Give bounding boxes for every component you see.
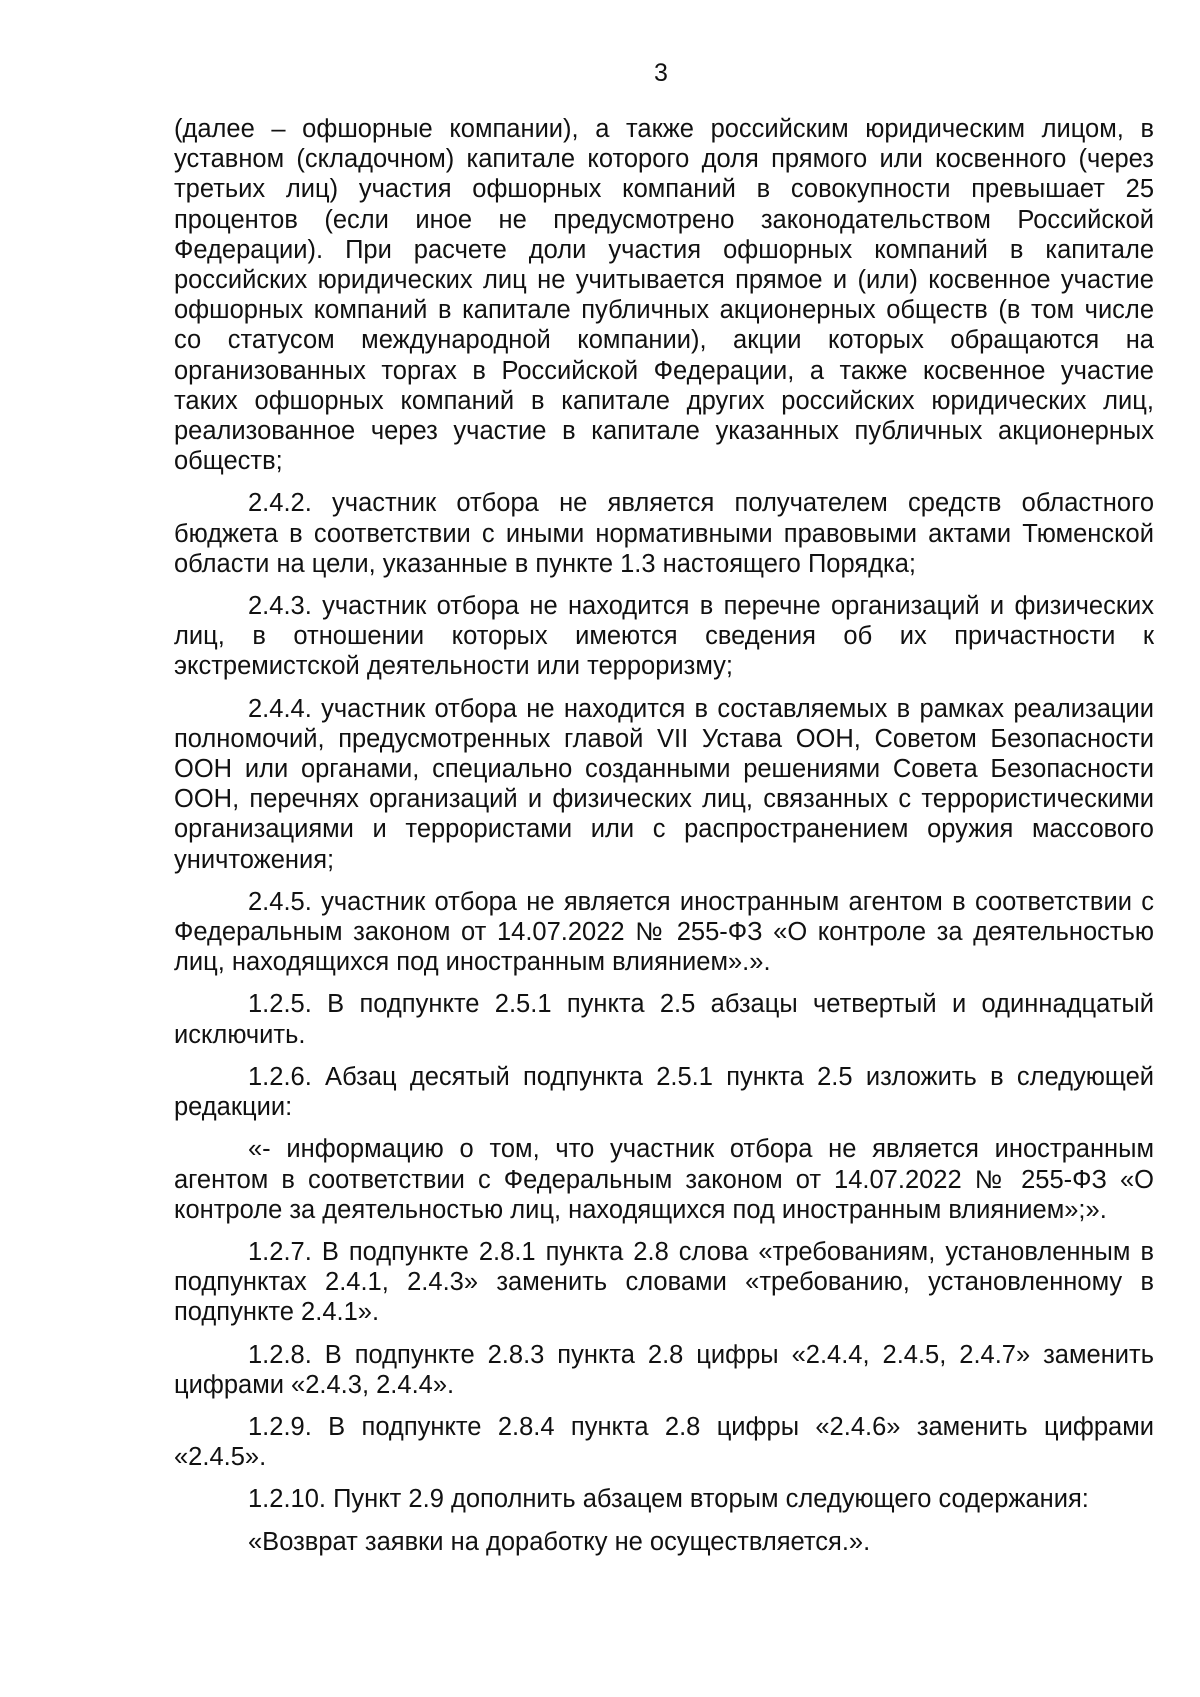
- paragraph-2-4-2: 2.4.2. участник отбора не является получателем средств областного бюджета в соответствии с иными нормативными правовыми актами Тюменской области на цели, указанные в пункте 1.3 настоящего Порядка;: [174, 489, 1154, 578]
- paragraph-2-4-3: 2.4.3. участник отбора не находится в перечне организаций и физических лиц, в отношении которых имеются сведения об их причастности к экстремистской деятельности или терроризму;: [174, 592, 1154, 681]
- paragraph-1-2-5: 1.2.5. В подпункте 2.5.1 пункта 2.5 абзацы четвертый и одиннадцатый исключить.: [174, 990, 1154, 1049]
- paragraph-1-2-10-quote: «Возврат заявки на доработку не осуществляется.».: [248, 1527, 871, 1556]
- paragraph-1-2-6-quote: «- информацию о том, что участник отбора не является иностранным агентом в соответствии с Федеральным законом от 14.07.2022 № 255-ФЗ «О контроле за деятельностью лиц, находящихся под иностранным влиянием»;».: [174, 1135, 1154, 1224]
- document-body: [174, 114, 1154, 1569]
- paragraph-1-2-9: 1.2.9. В подпункте 2.8.4 пункта 2.8 цифры «2.4.6» заменить цифрами «2.4.5».: [174, 1412, 1154, 1472]
- paragraph-1-2-6: 1.2.6. Абзац десятый подпункта 2.5.1 пункта 2.5 изложить в следующей редакции:: [174, 1062, 1154, 1122]
- paragraph-1-2-8: 1.2.8. В подпункте 2.8.3 пункта 2.8 цифры «2.4.4, 2.4.5, 2.4.7» заменить цифрами «2.4.3, 2.4.4».: [174, 1340, 1154, 1399]
- paragraph-2-4-5: 2.4.5. участник отбора не является иностранным агентом в соответствии с Федеральным законом от 14.07.2022 № 255-ФЗ «О контроле за деятельностью лиц, находящихся под иностранным влиянием».».: [174, 887, 1154, 977]
- paragraph-offshore-continuation: (далее – офшорные компании), а также российским юридическим лицом, в уставном (складочном) капитале которого доля прямого или косвенного (через третьих лиц) участия офшорных компаний в совокупности превышает 25 процентов (если иное не предусмотрено законодательством Российской Федерации). При расчете доли участия офшорных компаний в капитале российских юридических лиц не учитывается прямое и (или) косвенное участие офшорных компаний в капитале публичных акционерных обществ (в том числе со статусом международной компании), акции которых обращаются на организованных торгах в Российской Федерации, а также косвенное участие таких офшорных компаний в капитале других российских юридических лиц, реализованное через участие в капитале указанных публичных акционерных обществ;: [174, 115, 1154, 476]
- paragraph-2-4-4: 2.4.4. участник отбора не находится в составляемых в рамках реализации полномочий, предусмотренных главой VII Устава ООН, Советом Безопасности ООН или органами, специально созданными решениями Совета Безопасности ООН, перечнях организаций и физических лиц, связанных с террористическими организациями и террористами или с распространением оружия массового уничтожения;: [174, 694, 1154, 874]
- paragraph-1-2-7: 1.2.7. В подпункте 2.8.1 пункта 2.8 слова «требованиям, установленным в подпунктах 2.4.1, 2.4.3» заменить словами «требованию, установленному в подпункте 2.4.1».: [174, 1237, 1154, 1327]
- page-number: 3: [654, 59, 668, 87]
- paragraph-1-2-10: 1.2.10. Пункт 2.9 дополнить абзацем вторым следующего содержания:: [248, 1485, 1089, 1514]
